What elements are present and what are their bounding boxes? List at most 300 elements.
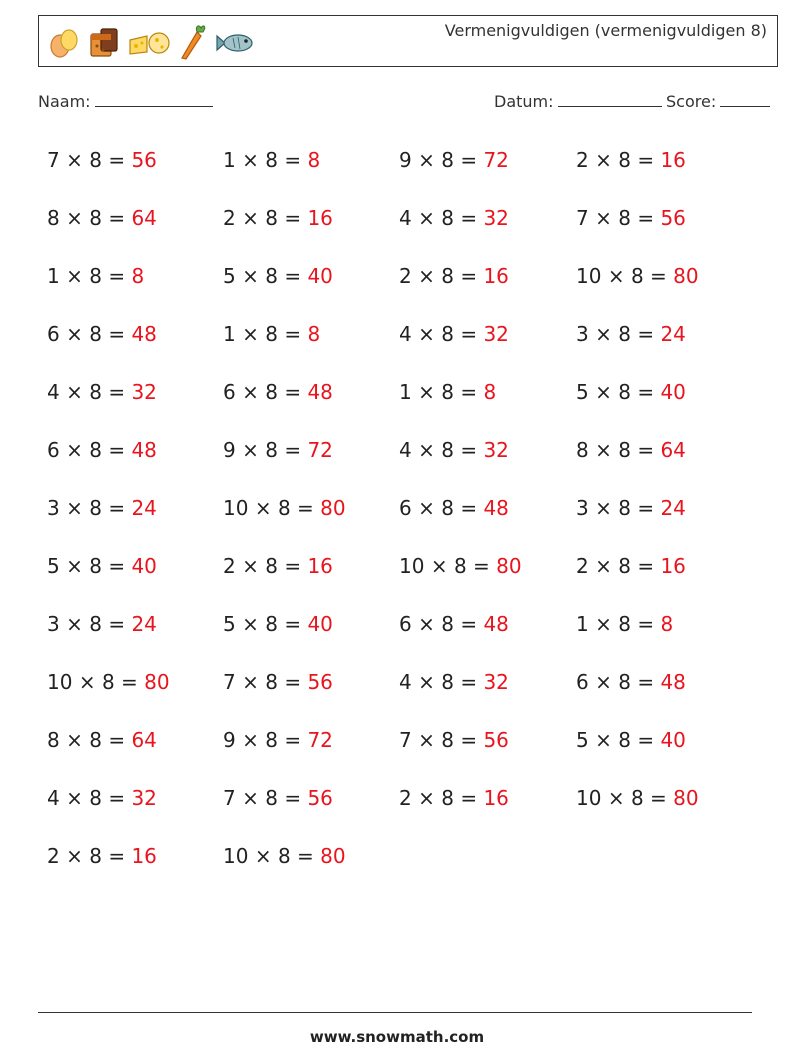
equals-sign: = bbox=[460, 322, 478, 346]
equals-sign: = bbox=[460, 612, 478, 636]
times-sign: × bbox=[66, 148, 83, 172]
equals-sign: = bbox=[284, 786, 302, 810]
equals-sign: = bbox=[460, 786, 478, 810]
problem-item bbox=[399, 145, 509, 175]
times-sign: × bbox=[242, 728, 259, 752]
factor-b: 8 bbox=[441, 438, 454, 462]
times-sign: × bbox=[418, 670, 435, 694]
factor-b: 8 bbox=[89, 264, 102, 288]
factor-b: 8 bbox=[441, 264, 454, 288]
factor-a: 2 bbox=[399, 786, 412, 810]
times-sign: × bbox=[66, 496, 83, 520]
factor-b: 8 bbox=[101, 670, 115, 694]
problem-item bbox=[399, 319, 509, 349]
answer: 8 bbox=[483, 380, 497, 404]
factor-a: 7 bbox=[47, 148, 60, 172]
answer: 32 bbox=[131, 380, 157, 404]
factor-a: 2 bbox=[576, 148, 589, 172]
cheese-icon bbox=[127, 26, 171, 60]
factor-b: 8 bbox=[89, 554, 102, 578]
times-sign: × bbox=[66, 438, 83, 462]
equals-sign: = bbox=[637, 670, 655, 694]
times-sign: × bbox=[66, 728, 83, 752]
factor-b: 8 bbox=[618, 380, 631, 404]
times-sign: × bbox=[595, 496, 612, 520]
answer: 56 bbox=[131, 148, 157, 172]
answer: 80 bbox=[144, 670, 170, 694]
equals-sign: = bbox=[637, 554, 655, 578]
equals-sign: = bbox=[108, 496, 126, 520]
factor-b: 8 bbox=[89, 206, 102, 230]
score-blank[interactable] bbox=[720, 92, 770, 107]
date-field bbox=[494, 92, 662, 111]
factor-b: 8 bbox=[441, 612, 454, 636]
answer: 8 bbox=[131, 264, 145, 288]
times-sign: × bbox=[242, 670, 259, 694]
factor-a: 4 bbox=[399, 670, 412, 694]
food-icons bbox=[47, 24, 255, 62]
equals-sign: = bbox=[284, 264, 302, 288]
problem-item bbox=[576, 609, 673, 639]
times-sign: × bbox=[418, 322, 435, 346]
problem-item bbox=[47, 783, 157, 813]
factor-a: 7 bbox=[399, 728, 412, 752]
factor-b: 8 bbox=[265, 206, 278, 230]
problem-item bbox=[47, 609, 157, 639]
equals-sign: = bbox=[637, 612, 655, 636]
answer: 40 bbox=[307, 264, 333, 288]
equals-sign: = bbox=[108, 786, 126, 810]
problem-item bbox=[223, 435, 333, 465]
factor-a: 2 bbox=[223, 554, 236, 578]
equals-sign: = bbox=[108, 728, 126, 752]
answer: 40 bbox=[660, 728, 686, 752]
factor-b: 8 bbox=[618, 554, 631, 578]
answer: 32 bbox=[483, 438, 509, 462]
factor-b: 8 bbox=[89, 380, 102, 404]
times-sign: × bbox=[242, 554, 259, 578]
factor-a: 3 bbox=[576, 322, 589, 346]
factor-b: 8 bbox=[89, 728, 102, 752]
problem-item bbox=[576, 493, 686, 523]
answer: 8 bbox=[307, 322, 321, 346]
worksheet-title: Vermenigvuldigen (vermenigvuldigen 8) bbox=[444, 21, 767, 40]
equals-sign: = bbox=[637, 148, 655, 172]
factor-a: 4 bbox=[47, 380, 60, 404]
answer: 8 bbox=[660, 612, 674, 636]
factor-a: 7 bbox=[223, 670, 236, 694]
answer: 24 bbox=[660, 322, 686, 346]
factor-a: 6 bbox=[576, 670, 589, 694]
factor-a: 2 bbox=[576, 554, 589, 578]
problem-item bbox=[47, 145, 157, 175]
name-label: Naam: bbox=[38, 92, 91, 111]
answer: 72 bbox=[307, 728, 333, 752]
times-sign: × bbox=[418, 148, 435, 172]
problem-item bbox=[223, 377, 333, 407]
times-sign: × bbox=[595, 148, 612, 172]
factor-a: 8 bbox=[47, 728, 60, 752]
times-sign: × bbox=[66, 844, 83, 868]
factor-b: 8 bbox=[441, 322, 454, 346]
times-sign: × bbox=[242, 380, 259, 404]
times-sign: × bbox=[418, 380, 435, 404]
times-sign: × bbox=[418, 496, 435, 520]
factor-b: 8 bbox=[89, 844, 102, 868]
footer-url: www.snowmath.com bbox=[309, 1028, 485, 1046]
problem-item bbox=[399, 377, 496, 407]
answer: 40 bbox=[131, 554, 157, 578]
times-sign: × bbox=[242, 148, 259, 172]
score-field bbox=[666, 92, 770, 111]
factor-a: 3 bbox=[47, 496, 60, 520]
times-sign: × bbox=[242, 264, 259, 288]
equals-sign: = bbox=[637, 438, 655, 462]
factor-a: 4 bbox=[399, 438, 412, 462]
answer: 8 bbox=[307, 148, 321, 172]
factor-b: 8 bbox=[265, 670, 278, 694]
factor-b: 8 bbox=[265, 728, 278, 752]
problem-item bbox=[399, 551, 522, 581]
answer: 16 bbox=[307, 206, 333, 230]
answer: 48 bbox=[483, 612, 509, 636]
factor-b: 8 bbox=[618, 438, 631, 462]
answer: 80 bbox=[673, 786, 699, 810]
factor-b: 8 bbox=[89, 322, 102, 346]
times-sign: × bbox=[66, 206, 83, 230]
factor-a: 1 bbox=[223, 322, 236, 346]
factor-a: 10 bbox=[47, 670, 73, 694]
factor-b: 8 bbox=[265, 264, 278, 288]
problem-item bbox=[399, 783, 509, 813]
times-sign: × bbox=[595, 670, 612, 694]
factor-a: 2 bbox=[223, 206, 236, 230]
times-sign: × bbox=[418, 438, 435, 462]
times-sign: × bbox=[595, 206, 612, 230]
factor-a: 2 bbox=[47, 844, 60, 868]
answer: 32 bbox=[131, 786, 157, 810]
times-sign: × bbox=[66, 264, 83, 288]
bread-icon bbox=[87, 26, 121, 60]
problem-item bbox=[576, 203, 686, 233]
answer: 40 bbox=[307, 612, 333, 636]
factor-a: 9 bbox=[223, 728, 236, 752]
problem-item bbox=[47, 551, 157, 581]
times-sign: × bbox=[595, 322, 612, 346]
times-sign: × bbox=[66, 322, 83, 346]
problem-item bbox=[47, 493, 157, 523]
answer: 24 bbox=[131, 612, 157, 636]
problem-item bbox=[47, 667, 170, 697]
answer: 16 bbox=[483, 264, 509, 288]
times-sign: × bbox=[595, 438, 612, 462]
equals-sign: = bbox=[460, 728, 478, 752]
answer: 16 bbox=[307, 554, 333, 578]
problem-item bbox=[47, 725, 157, 755]
times-sign: × bbox=[595, 728, 612, 752]
equals-sign: = bbox=[637, 380, 655, 404]
equals-sign: = bbox=[460, 670, 478, 694]
problem-item bbox=[47, 261, 144, 291]
factor-b: 8 bbox=[89, 786, 102, 810]
times-sign: × bbox=[595, 380, 612, 404]
factor-b: 8 bbox=[265, 380, 278, 404]
answer: 48 bbox=[131, 438, 157, 462]
factor-a: 6 bbox=[399, 496, 412, 520]
factor-a: 9 bbox=[399, 148, 412, 172]
answer: 16 bbox=[660, 148, 686, 172]
factor-b: 8 bbox=[265, 554, 278, 578]
equals-sign: = bbox=[108, 554, 126, 578]
factor-a: 1 bbox=[223, 148, 236, 172]
factor-b: 8 bbox=[441, 148, 454, 172]
times-sign: × bbox=[418, 612, 435, 636]
factor-b: 8 bbox=[265, 786, 278, 810]
equals-sign: = bbox=[284, 148, 302, 172]
date-blank[interactable] bbox=[558, 92, 662, 107]
equals-sign: = bbox=[284, 670, 302, 694]
answer: 64 bbox=[131, 728, 157, 752]
equals-sign: = bbox=[297, 496, 314, 520]
problem-item bbox=[47, 203, 157, 233]
equals-sign: = bbox=[460, 496, 478, 520]
times-sign: × bbox=[242, 322, 259, 346]
times-sign: × bbox=[595, 554, 612, 578]
answer: 56 bbox=[660, 206, 686, 230]
answer: 48 bbox=[307, 380, 333, 404]
factor-a: 9 bbox=[223, 438, 236, 462]
problem-item bbox=[399, 725, 509, 755]
answer: 80 bbox=[320, 844, 346, 868]
name-field bbox=[38, 92, 213, 111]
factor-a: 8 bbox=[576, 438, 589, 462]
factor-a: 4 bbox=[399, 206, 412, 230]
factor-b: 8 bbox=[89, 612, 102, 636]
problem-item bbox=[223, 551, 333, 581]
factor-b: 8 bbox=[618, 496, 631, 520]
factor-a: 3 bbox=[576, 496, 589, 520]
equals-sign: = bbox=[108, 148, 126, 172]
factor-a: 5 bbox=[223, 612, 236, 636]
times-sign: × bbox=[430, 554, 448, 578]
factor-a: 10 bbox=[399, 554, 425, 578]
factor-b: 8 bbox=[441, 786, 454, 810]
factor-b: 8 bbox=[618, 612, 631, 636]
factor-b: 8 bbox=[265, 612, 278, 636]
times-sign: × bbox=[607, 264, 625, 288]
answer: 16 bbox=[131, 844, 157, 868]
factor-a: 7 bbox=[576, 206, 589, 230]
answer: 64 bbox=[660, 438, 686, 462]
times-sign: × bbox=[242, 206, 259, 230]
factor-a: 5 bbox=[576, 728, 589, 752]
factor-b: 8 bbox=[630, 786, 644, 810]
factor-a: 7 bbox=[223, 786, 236, 810]
factor-b: 8 bbox=[453, 554, 467, 578]
factor-b: 8 bbox=[265, 148, 278, 172]
factor-b: 8 bbox=[441, 670, 454, 694]
equals-sign: = bbox=[650, 264, 667, 288]
problem-item bbox=[576, 725, 686, 755]
eggs-icon bbox=[47, 26, 81, 60]
factor-a: 5 bbox=[223, 264, 236, 288]
times-sign: × bbox=[66, 554, 83, 578]
problem-item bbox=[47, 841, 157, 871]
times-sign: × bbox=[418, 728, 435, 752]
factor-a: 10 bbox=[223, 496, 249, 520]
problem-item bbox=[576, 783, 699, 813]
times-sign: × bbox=[418, 206, 435, 230]
factor-a: 1 bbox=[399, 380, 412, 404]
answer: 32 bbox=[483, 206, 509, 230]
factor-b: 8 bbox=[441, 380, 454, 404]
problem-item bbox=[576, 145, 686, 175]
factor-a: 6 bbox=[223, 380, 236, 404]
equals-sign: = bbox=[637, 206, 655, 230]
answer: 48 bbox=[660, 670, 686, 694]
problem-item bbox=[399, 203, 509, 233]
times-sign: × bbox=[595, 612, 612, 636]
answer: 48 bbox=[483, 496, 509, 520]
answer: 56 bbox=[307, 670, 333, 694]
answer: 80 bbox=[673, 264, 699, 288]
problem-item bbox=[223, 493, 346, 523]
problem-item bbox=[223, 841, 346, 871]
problem-item bbox=[223, 667, 333, 697]
problem-item bbox=[399, 609, 509, 639]
problem-item bbox=[576, 319, 686, 349]
equals-sign: = bbox=[108, 844, 126, 868]
times-sign: × bbox=[66, 380, 83, 404]
problem-item bbox=[576, 551, 686, 581]
fish-icon bbox=[213, 28, 255, 58]
factor-a: 4 bbox=[47, 786, 60, 810]
name-blank[interactable] bbox=[95, 92, 213, 107]
factor-b: 8 bbox=[630, 264, 644, 288]
factor-b: 8 bbox=[89, 438, 102, 462]
equals-sign: = bbox=[460, 380, 478, 404]
times-sign: × bbox=[254, 844, 272, 868]
factor-a: 4 bbox=[399, 322, 412, 346]
factor-a: 6 bbox=[47, 322, 60, 346]
problem-item bbox=[223, 203, 333, 233]
factor-a: 1 bbox=[47, 264, 60, 288]
factor-b: 8 bbox=[618, 670, 631, 694]
factor-a: 5 bbox=[47, 554, 60, 578]
times-sign: × bbox=[66, 786, 83, 810]
equals-sign: = bbox=[297, 844, 314, 868]
times-sign: × bbox=[78, 670, 96, 694]
factor-a: 10 bbox=[223, 844, 249, 868]
equals-sign: = bbox=[121, 670, 138, 694]
problem-item bbox=[47, 435, 157, 465]
equals-sign: = bbox=[284, 380, 302, 404]
problem-item bbox=[223, 725, 333, 755]
factor-b: 8 bbox=[441, 496, 454, 520]
answer: 72 bbox=[483, 148, 509, 172]
factor-b: 8 bbox=[441, 206, 454, 230]
times-sign: × bbox=[418, 786, 435, 810]
equals-sign: = bbox=[460, 148, 478, 172]
equals-sign: = bbox=[460, 438, 478, 462]
times-sign: × bbox=[254, 496, 272, 520]
answer: 16 bbox=[483, 786, 509, 810]
factor-b: 8 bbox=[618, 206, 631, 230]
equals-sign: = bbox=[284, 728, 302, 752]
problem-item bbox=[47, 319, 157, 349]
answer: 48 bbox=[131, 322, 157, 346]
date-label: Datum: bbox=[494, 92, 554, 111]
score-label: Score: bbox=[666, 92, 717, 111]
problem-item bbox=[576, 435, 686, 465]
factor-a: 8 bbox=[47, 206, 60, 230]
problem-item bbox=[223, 319, 320, 349]
problem-item bbox=[399, 493, 509, 523]
problem-item bbox=[47, 377, 157, 407]
equals-sign: = bbox=[108, 612, 126, 636]
equals-sign: = bbox=[284, 612, 302, 636]
equals-sign: = bbox=[284, 322, 302, 346]
equals-sign: = bbox=[284, 206, 302, 230]
factor-b: 8 bbox=[89, 148, 102, 172]
footer-divider bbox=[38, 1012, 752, 1013]
equals-sign: = bbox=[650, 786, 667, 810]
answer: 72 bbox=[307, 438, 333, 462]
problem-item bbox=[576, 667, 686, 697]
factor-a: 10 bbox=[576, 786, 602, 810]
problem-item bbox=[223, 145, 320, 175]
carrot-icon bbox=[177, 24, 207, 62]
answer: 24 bbox=[660, 496, 686, 520]
problem-item bbox=[223, 261, 333, 291]
factor-a: 1 bbox=[576, 612, 589, 636]
answer: 24 bbox=[131, 496, 157, 520]
equals-sign: = bbox=[637, 728, 655, 752]
problem-item bbox=[223, 609, 333, 639]
times-sign: × bbox=[242, 612, 259, 636]
factor-a: 2 bbox=[399, 264, 412, 288]
factor-b: 8 bbox=[618, 322, 631, 346]
answer: 32 bbox=[483, 322, 509, 346]
equals-sign: = bbox=[108, 322, 126, 346]
factor-b: 8 bbox=[277, 844, 291, 868]
factor-b: 8 bbox=[441, 728, 454, 752]
answer: 32 bbox=[483, 670, 509, 694]
problem-item bbox=[576, 377, 686, 407]
equals-sign: = bbox=[284, 554, 302, 578]
equals-sign: = bbox=[460, 206, 478, 230]
factor-b: 8 bbox=[618, 148, 631, 172]
equals-sign: = bbox=[108, 380, 126, 404]
answer: 40 bbox=[660, 380, 686, 404]
equals-sign: = bbox=[108, 264, 126, 288]
equals-sign: = bbox=[637, 496, 655, 520]
factor-b: 8 bbox=[618, 728, 631, 752]
answer: 64 bbox=[131, 206, 157, 230]
answer: 80 bbox=[496, 554, 522, 578]
times-sign: × bbox=[607, 786, 625, 810]
answer: 56 bbox=[307, 786, 333, 810]
times-sign: × bbox=[66, 612, 83, 636]
factor-b: 8 bbox=[89, 496, 102, 520]
factor-a: 10 bbox=[576, 264, 602, 288]
problem-item bbox=[399, 435, 509, 465]
problem-item bbox=[576, 261, 699, 291]
factor-a: 6 bbox=[47, 438, 60, 462]
equals-sign: = bbox=[460, 264, 478, 288]
equals-sign: = bbox=[108, 206, 126, 230]
factor-a: 6 bbox=[399, 612, 412, 636]
